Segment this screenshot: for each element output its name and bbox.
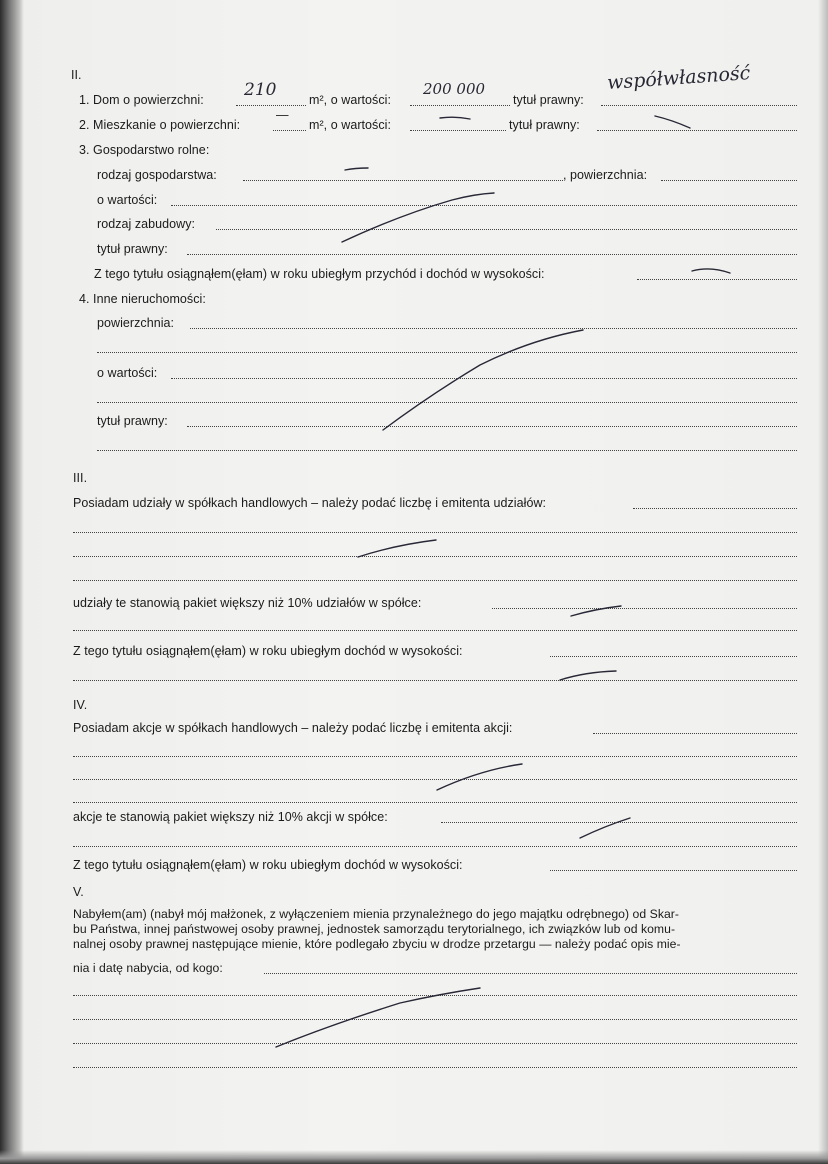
- other-title-field[interactable]: [187, 426, 797, 427]
- other-area-field[interactable]: [190, 328, 797, 329]
- acquired-field-5[interactable]: [73, 1067, 797, 1068]
- house-value-field[interactable]: [410, 105, 510, 106]
- farm-buildings-label: rodzaj zabudowy:: [97, 217, 196, 231]
- flat-value-label: m², o wartości:: [309, 118, 392, 132]
- house-value-label: m², o wartości:: [309, 93, 392, 107]
- shares-income-label: Z tego tytułu osiągnąłem(ęłam) w roku ubiegłym dochód w wysokości:: [73, 644, 463, 658]
- section-heading-v: V.: [73, 885, 84, 899]
- flat-title-field[interactable]: [597, 130, 797, 131]
- acquired-field-3[interactable]: [73, 1019, 797, 1020]
- stocks-10pct-field-2[interactable]: [73, 846, 797, 847]
- house-area-label: 1. Dom o powierzchni:: [79, 93, 204, 107]
- section-heading-iv: IV.: [73, 698, 88, 712]
- stocks-label: Posiadam akcje w spółkach handlowych – należy podać liczbę i emitenta akcji:: [73, 721, 513, 735]
- shares-10pct-field-2[interactable]: [73, 630, 797, 631]
- farm-value-label: o wartości:: [97, 193, 158, 207]
- stocks-field-4[interactable]: [73, 802, 797, 803]
- section-heading-ii: II.: [71, 68, 82, 82]
- other-title-label: tytuł prawny:: [97, 414, 168, 428]
- house-area-value: 210: [244, 80, 277, 100]
- section-heading-iii: III.: [73, 471, 88, 485]
- house-area-field[interactable]: [236, 105, 306, 106]
- shares-field-2[interactable]: [73, 532, 797, 533]
- other-area-label: powierzchnia:: [97, 316, 175, 330]
- other-value-field[interactable]: [171, 378, 797, 379]
- farm-title-label: tytuł prawny:: [97, 242, 168, 256]
- scan-shadow-bottom: [0, 1150, 828, 1164]
- stocks-10pct-label: akcje te stanowią pakiet większy niż 10% akcji w spółce:: [73, 810, 388, 824]
- house-title-value: współwłasność: [606, 62, 752, 94]
- acquired-text-1: Nabyłem(am) (nabył mój małżonek, z wyłączeniem mienia przynależnego do jego majątku odrębnego) od Skar-: [73, 907, 680, 921]
- stocks-income-label: Z tego tytułu osiągnąłem(ęłam) w roku ubiegłym dochód w wysokości:: [73, 858, 463, 872]
- acquired-text-2: bu Państwa, innej państwowej osoby prawnej, jednostek samorządu terytorialnego, ich związków lub od komu-: [73, 922, 676, 936]
- shares-label: Posiadam udziały w spółkach handlowych – należy podać liczbę i emitenta udziałów:: [73, 496, 547, 510]
- shares-income-field[interactable]: [550, 656, 797, 657]
- farm-buildings-field[interactable]: [216, 229, 797, 230]
- farm-title-field[interactable]: [187, 254, 797, 255]
- acquired-text-4: nia i datę nabycia, od kogo:: [73, 961, 223, 975]
- farm-type-field[interactable]: [243, 180, 563, 181]
- other-value-label: o wartości:: [97, 366, 158, 380]
- house-title-label: tytuł prawny:: [513, 93, 584, 107]
- scan-shadow-right: [818, 0, 828, 1164]
- other-area-field-2[interactable]: [97, 352, 797, 353]
- shares-income-field-2[interactable]: [73, 680, 797, 681]
- other-title-field-2[interactable]: [97, 450, 797, 451]
- other-value-field-2[interactable]: [97, 402, 797, 403]
- stocks-field-2[interactable]: [73, 756, 797, 757]
- stocks-10pct-field[interactable]: [441, 822, 797, 823]
- shares-10pct-field[interactable]: [492, 608, 797, 609]
- farm-income-label: Z tego tytułu osiągnąłem(ęłam) w roku ubiegłym przychód i dochód w wysokości:: [94, 267, 545, 281]
- acquired-field-2[interactable]: [73, 995, 797, 996]
- shares-field-3[interactable]: [73, 556, 797, 557]
- farm-value-field[interactable]: [171, 205, 797, 206]
- flat-area-field[interactable]: [273, 130, 306, 131]
- flat-area-label: 2. Mieszkanie o powierzchni:: [79, 118, 241, 132]
- acquired-text-3: nalnej osoby prawnej następujące mienie, które podlegało zbyciu w drodze przetargu — należy podać opis mie-: [73, 937, 681, 951]
- scan-shadow-left: [0, 0, 24, 1164]
- acquired-field[interactable]: [264, 973, 797, 974]
- other-property-label: 4. Inne nieruchomości:: [79, 292, 206, 306]
- shares-field[interactable]: [633, 508, 797, 509]
- house-value-value: 200 000: [423, 80, 486, 98]
- shares-field-4[interactable]: [73, 580, 797, 581]
- acquired-field-4[interactable]: [73, 1043, 797, 1044]
- stocks-income-field[interactable]: [550, 870, 797, 871]
- farm-income-field[interactable]: [637, 279, 797, 280]
- farm-type-label: rodzaj gospodarstwa:: [97, 168, 217, 182]
- stocks-field-3[interactable]: [73, 779, 797, 780]
- farm-label: 3. Gospodarstwo rolne:: [79, 143, 210, 157]
- farm-area-label: , powierzchnia:: [563, 168, 648, 182]
- flat-title-label: tytuł prawny:: [509, 118, 580, 132]
- flat-value-field[interactable]: [410, 130, 506, 131]
- house-title-field[interactable]: [601, 105, 797, 106]
- flat-area-dash: —: [276, 108, 289, 122]
- farm-area-field[interactable]: [661, 180, 797, 181]
- shares-10pct-label: udziały te stanowią pakiet większy niż 10% udziałów w spółce:: [73, 596, 422, 610]
- stocks-field[interactable]: [593, 733, 797, 734]
